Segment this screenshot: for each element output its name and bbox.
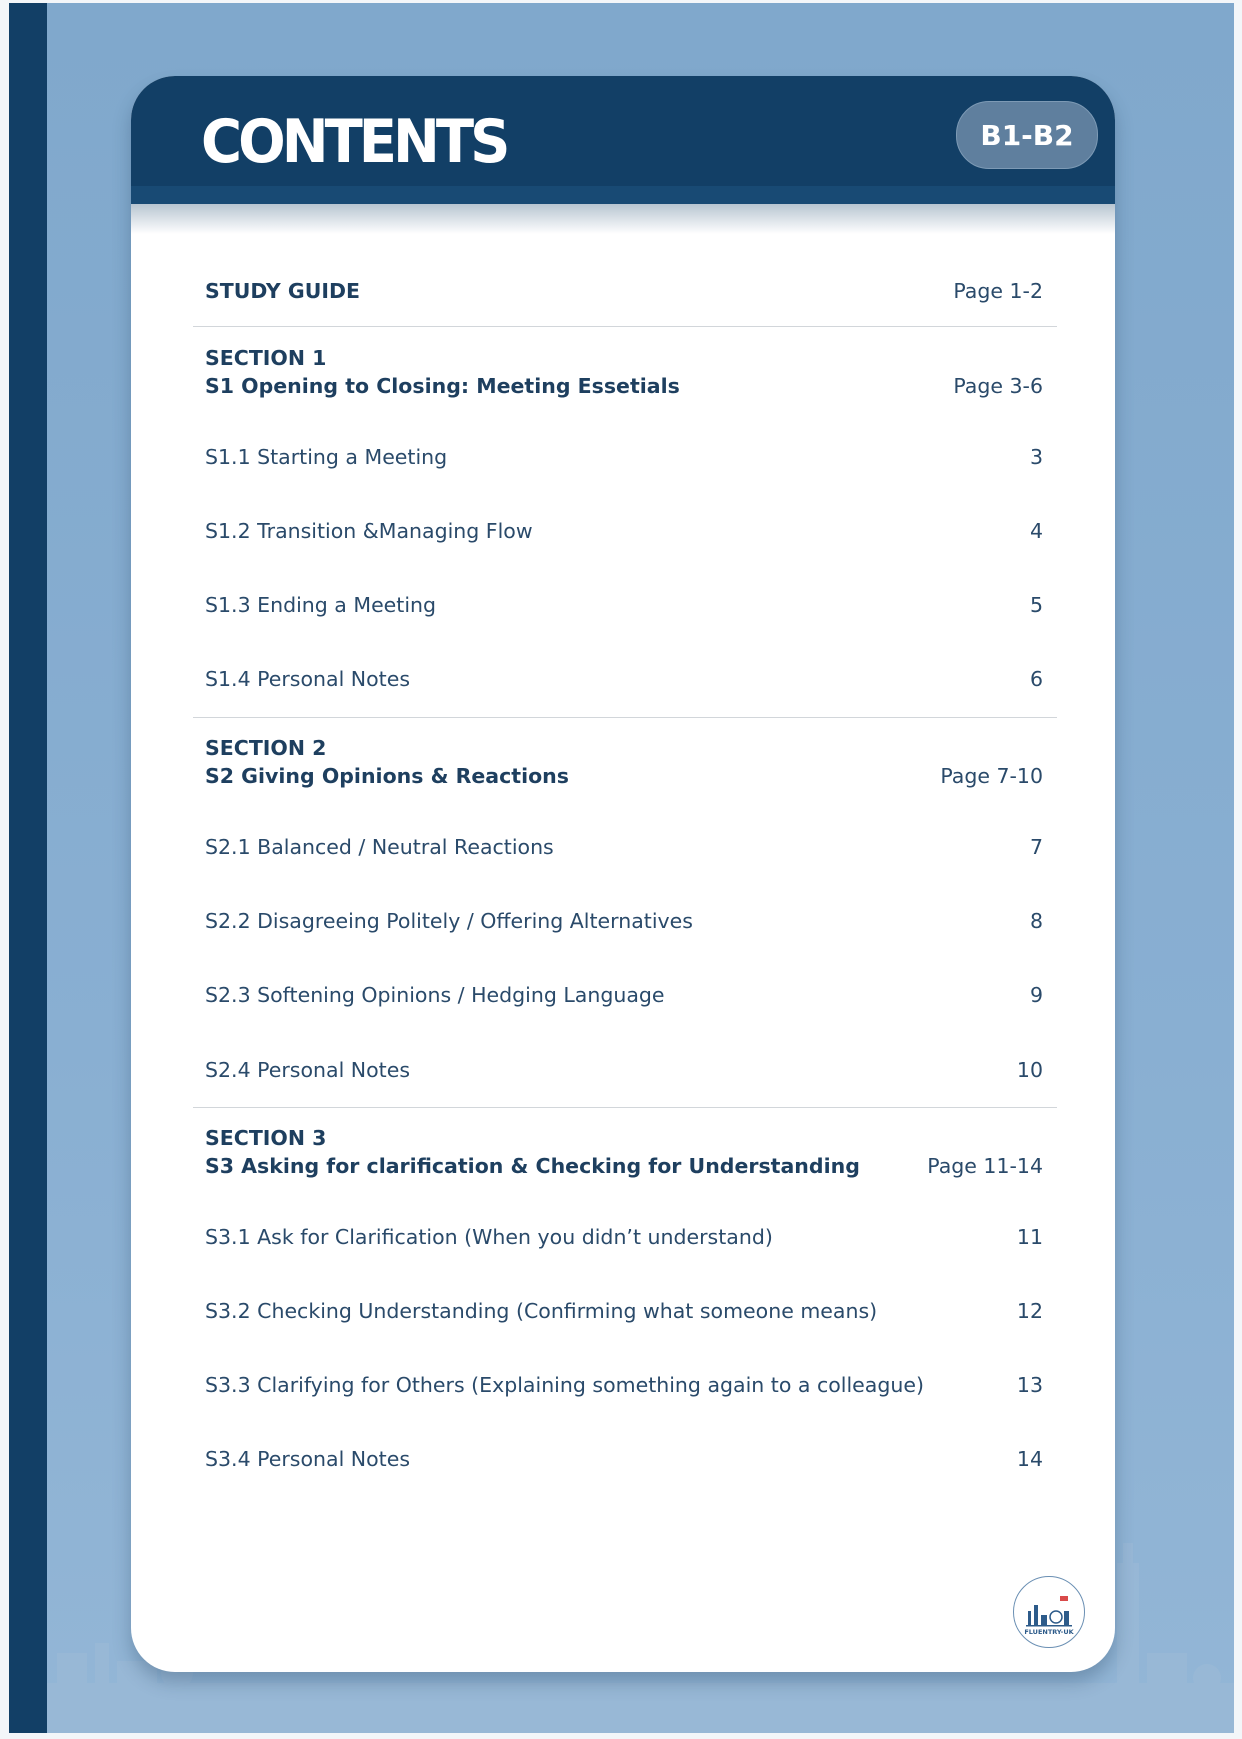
toc-label: S3.2 Checking Understanding (Confirming what someone means)	[205, 1299, 878, 1323]
toc-page: 7	[1029, 835, 1043, 859]
toc-section-title: S2 Giving Opinions & Reactions	[205, 764, 569, 788]
page-edge-right	[1234, 0, 1242, 1739]
section-1-label: SECTION 1	[205, 346, 327, 370]
divider	[193, 717, 1057, 718]
toc-page: 11	[1016, 1225, 1043, 1249]
page-edge-left	[0, 0, 9, 1739]
toc-label: S1.2 Transition &Managing Flow	[205, 519, 533, 543]
toc-label: STUDY GUIDE	[205, 279, 361, 303]
section-3-label: SECTION 3	[205, 1126, 327, 1150]
logo-text: FLUENTRY-UK	[1024, 1628, 1074, 1636]
toc-page: 10	[1016, 1058, 1043, 1082]
toc-page: 4	[1029, 519, 1043, 543]
toc-label: S2.3 Softening Opinions / Hedging Language	[205, 983, 665, 1007]
header-shadow	[131, 204, 1115, 234]
toc-label: S1.4 Personal Notes	[205, 667, 410, 691]
level-badge: B1-B2	[956, 101, 1098, 169]
toc-page: 8	[1029, 909, 1043, 933]
toc-page: 13	[1016, 1373, 1043, 1397]
contents-card	[131, 76, 1115, 1672]
toc-page: 14	[1016, 1447, 1043, 1471]
page-edge-bottom	[0, 1733, 1242, 1739]
london-landmarks-icon	[1014, 1577, 1084, 1647]
divider	[193, 326, 1057, 327]
page-edge-top	[0, 0, 1242, 3]
toc-page: 9	[1029, 983, 1043, 1007]
toc-label: S2.2 Disagreeing Politely / Offering Alternatives	[205, 909, 693, 933]
page-title: CONTENTS	[201, 108, 507, 177]
toc-page: 5	[1029, 593, 1043, 617]
toc-section-title: S1 Opening to Closing: Meeting Essetials	[205, 374, 680, 398]
toc-label: S2.4 Personal Notes	[205, 1058, 410, 1082]
divider	[193, 1107, 1057, 1108]
fluentry-logo	[1013, 1576, 1085, 1648]
toc-label: S3.4 Personal Notes	[205, 1447, 410, 1471]
toc-page: 12	[1016, 1299, 1043, 1323]
toc-label: S3.3 Clarifying for Others (Explaining something again to a colleague)	[205, 1373, 924, 1397]
toc-page: Page 1-2	[953, 279, 1043, 303]
toc-page: Page 11-14	[927, 1154, 1043, 1178]
toc-label: S1.3 Ending a Meeting	[205, 593, 437, 617]
toc-page: Page 3-6	[953, 374, 1043, 398]
toc-label: S3.1 Ask for Clarification (When you didn’t understand)	[205, 1225, 773, 1249]
toc-label: S2.1 Balanced / Neutral Reactions	[205, 835, 554, 859]
toc-page: 6	[1029, 667, 1043, 691]
toc-label: S1.1 Starting a Meeting	[205, 445, 448, 469]
toc-section-title: S3 Asking for clarification & Checking for Understanding	[205, 1154, 860, 1178]
section-2-label: SECTION 2	[205, 736, 327, 760]
toc-page: Page 7-10	[940, 764, 1043, 788]
toc-page: 3	[1029, 445, 1043, 469]
book-spine	[9, 3, 47, 1733]
